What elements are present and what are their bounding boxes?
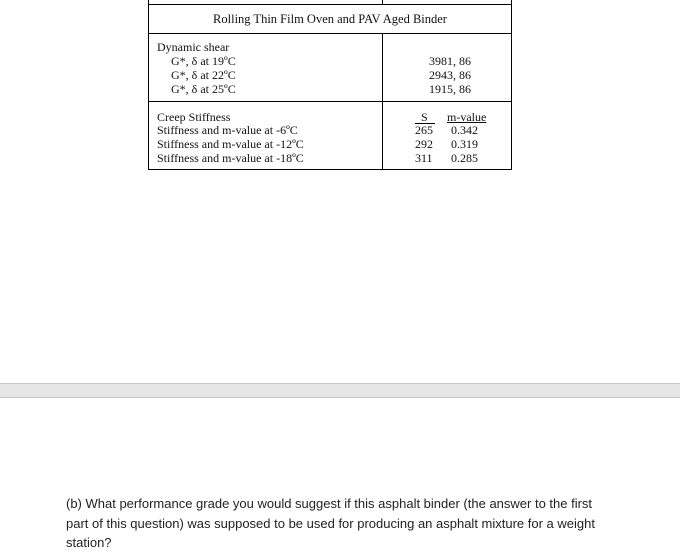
creep-s-value: 311 [415,151,433,165]
s-column-header: S [421,110,428,124]
table-rule-middle [149,101,511,102]
dynamic-shear-title: Dynamic shear [157,40,230,54]
question-line: station? [66,535,112,550]
dynamic-shear-label: G*, δ at 25ºC [171,82,236,96]
question-line: part of this question) was supposed to be used for producing an asphalt mixture for a weight [66,515,595,531]
table-rule-header [149,33,511,34]
question-paragraph [66,494,626,553]
page-gap [0,383,680,398]
creep-row-label: Stiffness and m-value at -6ºC [157,123,298,137]
table-section-header: Rolling Thin Film Oven and PAV Aged Binder [213,12,447,26]
m-value-column-header: m-value [447,110,487,124]
creep-m-value: 0.285 [451,151,478,165]
binder-properties-table [148,0,512,170]
question-line: (b) What performance grade you would suggest if this asphalt binder (the answer to the first [66,496,593,511]
dynamic-shear-value: 2943, 86 [429,68,471,82]
creep-s-value: 292 [415,137,433,151]
creep-m-value: 0.319 [451,137,478,151]
creep-stiffness-title: Creep Stiffness [157,110,231,124]
creep-row-label: Stiffness and m-value at -18ºC [157,151,304,165]
dynamic-shear-label: G*, δ at 22ºC [171,68,236,82]
creep-s-value: 265 [415,123,433,137]
creep-row-label: Stiffness and m-value at -12ºC [157,137,304,151]
dynamic-shear-value: 3981, 86 [429,54,471,68]
creep-m-value: 0.342 [451,123,478,137]
table-rule-top [149,4,511,5]
dynamic-shear-value: 1915, 86 [429,82,471,96]
dynamic-shear-label: G*, δ at 19ºC [171,54,236,68]
